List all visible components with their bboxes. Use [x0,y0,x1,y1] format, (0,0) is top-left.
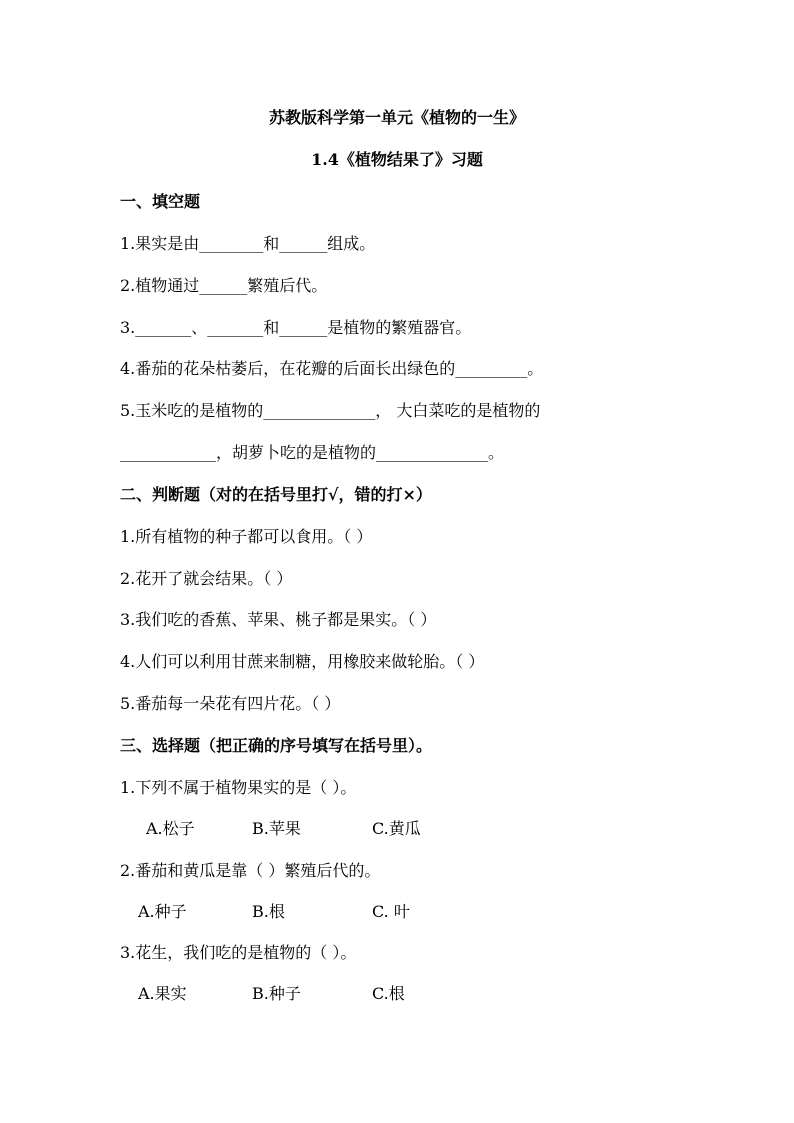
section-heading-multiple-choice: 三、选择题（把正确的序号填写在括号里）。 [120,736,433,755]
choice-option: A.果实 [138,984,187,1003]
choice-option: C. 叶 [372,902,410,921]
fill-blank-item-1: 1.果实是由________和______组成。 [120,234,376,253]
choice-option: C.根 [372,984,405,1003]
choice-option: A.松子 [146,819,195,838]
fill-blank-item-5: 5.玉米吃的是植物的______________， 大白菜吃的是植物的 [120,401,541,420]
choice-question-3: 3.花生，我们吃的是植物的（ ）。 [120,943,357,962]
section-heading-true-false: 二、判断题（对的在括号里打√，错的打×） [120,485,432,504]
fill-blank-item-2: 2.植物通过______繁殖后代。 [120,276,328,295]
choice-option: C.黄瓜 [372,819,421,838]
choice-option: B.根 [252,902,285,921]
true-false-item-3: 3.我们吃的香蕉、苹果、桃子都是果实。（ ） [120,610,437,629]
document-title: 苏教版科学第一单元《植物的一生》 [268,108,525,127]
fill-blank-item-5-continued: ____________，胡萝卜吃的是植物的______________。 [120,443,505,462]
true-false-item-4: 4.人们可以利用甘蔗来制糖，用橡胶来做轮胎。（ ） [120,652,485,671]
choice-option: B.苹果 [252,819,301,838]
fill-blank-item-4: 4.番茄的花朵枯萎后，在花瓣的后面长出绿色的_________。 [120,359,544,378]
choice-question-1: 1.下列不属于植物果实的是（ ）。 [120,778,357,797]
choice-option: A.种子 [138,902,187,921]
section-heading-fill-blank: 一、填空题 [120,192,201,211]
document-subtitle: 1.4《植物结果了》习题 [311,150,483,169]
choice-option: B.种子 [252,984,301,1003]
fill-blank-item-3: 3._______、_______和______是植物的繁殖器官。 [120,318,472,337]
true-false-item-2: 2.花开了就会结果。（ ） [120,569,293,588]
true-false-item-1: 1.所有植物的种子都可以食用。（ ） [120,527,373,546]
choice-question-2: 2.番茄和黄瓜是靠（ ）繁殖后代的。 [120,861,381,880]
true-false-item-5: 5.番茄每一朵花有四片花。（ ） [120,694,341,713]
